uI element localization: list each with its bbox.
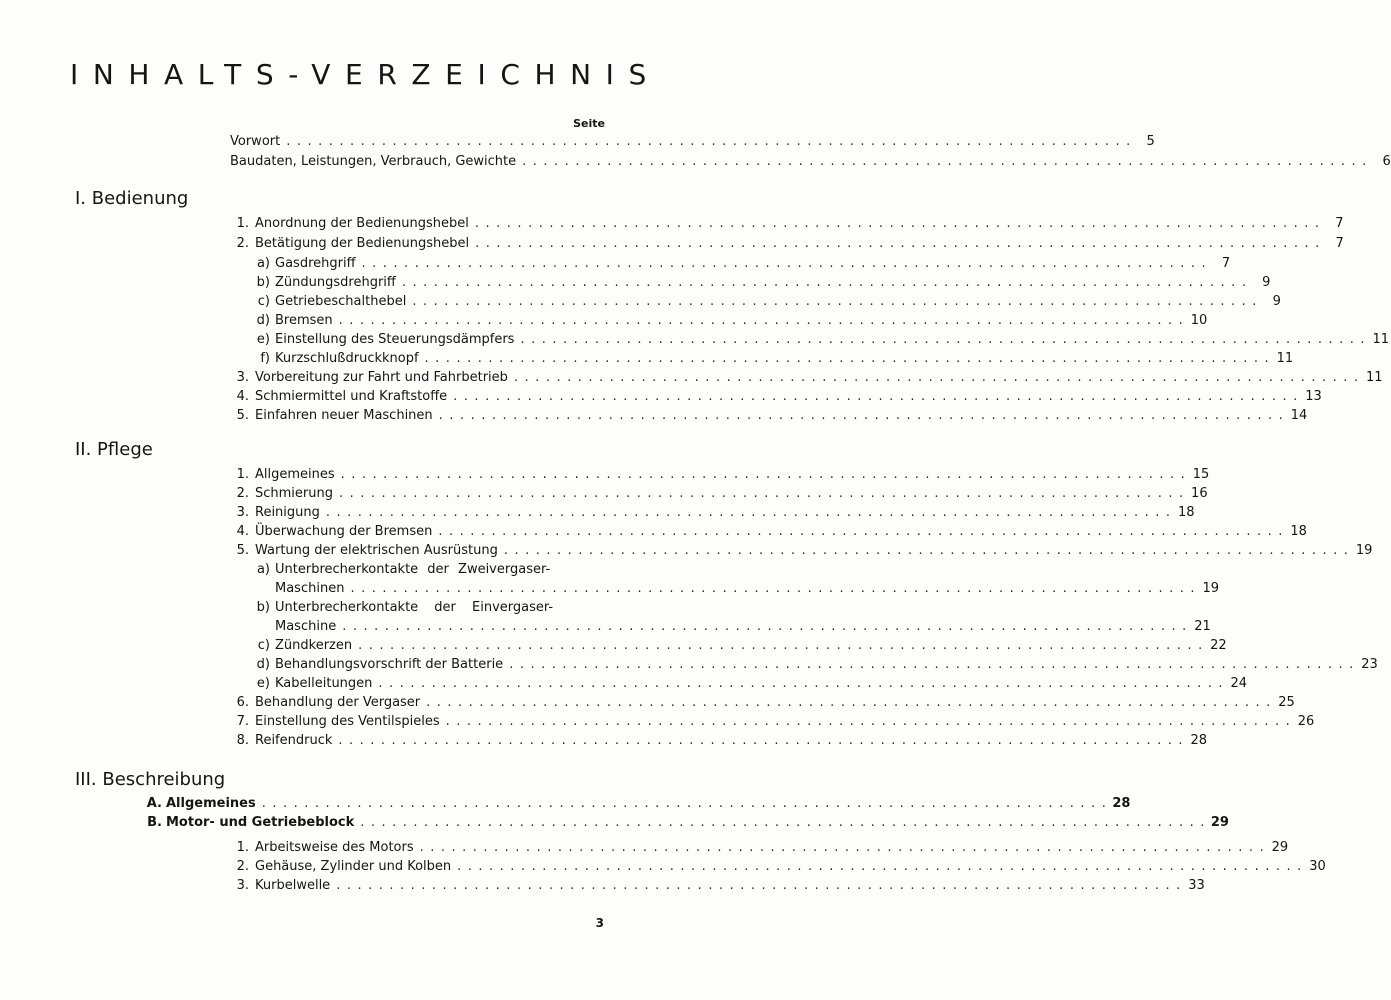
leader-dots: ................................................................................	[503, 543, 1355, 558]
entry-number: d)	[256, 657, 270, 672]
toc-entry-page: 30	[1309, 859, 1326, 874]
toc-entry-label: Behandlung der Vergaser	[255, 695, 421, 710]
toc-entry-label: Einfahren neuer Maschinen	[255, 408, 433, 423]
leader-dots: ................................................................................	[509, 657, 1360, 672]
toc-entry-label: Überwachung der Bremsen	[255, 524, 433, 539]
leader-dots: ................................................................................	[261, 796, 1113, 811]
leader-dots: ................................................................................	[286, 134, 1137, 149]
toc-entry	[230, 368, 1383, 388]
toc-entry-page: 9	[1272, 294, 1281, 309]
toc-entry-page: 18	[1177, 505, 1195, 520]
toc-entry-label: Zündkerzen	[275, 638, 353, 653]
leader-dots: ................................................................................	[453, 389, 1304, 404]
toc-entry-page: 15	[1192, 467, 1210, 482]
toc-entry-label: Reinigung	[255, 505, 320, 520]
entry-number: 3.	[236, 878, 249, 893]
entry-number: 6.	[236, 695, 249, 710]
toc-entry-label: Gehäuse, Zylinder und Kolben	[255, 859, 452, 874]
leader-dots: ................................................................................	[340, 467, 1192, 482]
leader-dots: ................................................................................	[445, 714, 1297, 729]
toc-entry-page: 9	[1262, 275, 1271, 290]
entry-number: 5.	[236, 543, 249, 558]
toc-entry-page: 11	[1276, 351, 1294, 366]
toc-entry-label: Betätigung der Bedienungshebel	[255, 236, 470, 251]
section-heading-pflege: II. Pflege	[75, 439, 153, 460]
entry-number: c)	[257, 294, 270, 309]
toc-entry	[230, 214, 1344, 234]
toc-entry	[251, 254, 1231, 274]
toc-entry-continuation	[275, 579, 1220, 599]
toc-entry-label: Bremsen	[275, 313, 333, 328]
section-heading-bedienung: I. Bedienung	[75, 188, 189, 209]
leader-dots: ................................................................................	[426, 695, 1277, 710]
toc-entry	[230, 503, 1195, 523]
toc-entry-page: 21	[1194, 619, 1211, 634]
leader-dots: ................................................................................	[438, 408, 1290, 423]
toc-entry-label: Vorwort	[230, 134, 281, 149]
toc-entry-label: Unterbrecherkontakte der Einvergaser-	[275, 600, 554, 615]
toc-entry	[251, 349, 1294, 369]
toc-entry	[230, 838, 1289, 858]
entry-number: 1.	[236, 840, 249, 855]
entry-number: 2.	[236, 486, 249, 501]
entry-number: 2.	[236, 859, 249, 874]
toc-entry-page: 10	[1190, 313, 1208, 328]
leader-dots: ................................................................................	[338, 313, 1190, 328]
toc-entry-label-continued: Maschinen	[275, 581, 345, 596]
toc-entry	[251, 330, 1390, 350]
entry-number: 2.	[236, 236, 249, 251]
toc-entry-label: Schmierung	[255, 486, 333, 501]
toc-entry	[251, 292, 1281, 312]
toc-entry-label: Baudaten, Leistungen, Verbrauch, Gewichte	[230, 154, 517, 169]
toc-entry-page: 7	[1221, 256, 1231, 271]
leader-dots: ................................................................................	[338, 733, 1189, 748]
toc-entry-page: 23	[1361, 657, 1378, 672]
toc-entry	[230, 876, 1205, 896]
toc-entry	[251, 598, 606, 618]
toc-entry-page: 22	[1210, 638, 1227, 653]
toc-entry-label: Kurbelwelle	[255, 878, 331, 893]
entry-number: 3.	[236, 505, 249, 520]
toc-entry-label: Allgemeines	[166, 796, 256, 811]
toc-entry-label: Gasdrehgriff	[275, 256, 356, 271]
page-column-label: Seite	[573, 117, 605, 130]
toc-entry-label: Unterbrecherkontakte der Zweivergaser-	[275, 562, 551, 577]
toc-entry	[230, 693, 1295, 713]
entry-number: 1.	[236, 216, 249, 231]
toc-entry-label: Kabelleitungen	[275, 676, 373, 691]
toc-entry-label: Motor- und Getriebeblock	[166, 815, 355, 830]
entry-number: 4.	[236, 389, 249, 404]
toc-entry-page: 7	[1335, 236, 1344, 251]
leader-dots: ................................................................................	[401, 275, 1253, 290]
toc-entry-page: 25	[1278, 695, 1295, 710]
toc-entry-page: 28	[1190, 733, 1207, 748]
toc-entry	[230, 484, 1208, 504]
toc-entry-label: Behandlungsvorschrift der Batterie	[275, 657, 504, 672]
toc-entry	[145, 813, 1229, 833]
entry-number: B.	[147, 815, 162, 830]
leader-dots: ................................................................................	[325, 505, 1177, 520]
leader-dots: ................................................................................	[424, 351, 1276, 366]
toc-entry	[251, 273, 1271, 293]
entry-number: c)	[257, 638, 270, 653]
entry-number: 7.	[236, 714, 249, 729]
toc-entry	[230, 541, 1373, 561]
leader-dots: ................................................................................	[361, 256, 1213, 271]
toc-entry	[251, 560, 606, 580]
toc-entry	[230, 387, 1322, 407]
toc-entry-page: 11	[1372, 332, 1390, 347]
toc-entry	[230, 234, 1344, 254]
toc-entry	[230, 857, 1326, 877]
toc-entry	[251, 655, 1378, 675]
leader-dots: ................................................................................	[339, 486, 1190, 501]
toc-entry	[251, 311, 1208, 331]
toc-entry	[145, 794, 1131, 814]
leader-dots: ................................................................................	[522, 154, 1373, 169]
leader-dots: ................................................................................	[438, 524, 1289, 539]
toc-entry-page: 29	[1210, 815, 1229, 830]
toc-entry	[230, 731, 1207, 751]
entry-number: 5.	[236, 408, 249, 423]
toc-entry-page: 13	[1305, 389, 1322, 404]
entry-number: 1.	[236, 467, 249, 482]
toc-entry-page: 26	[1297, 714, 1315, 729]
toc-entry	[230, 712, 1315, 732]
toc-entry-page: 28	[1112, 796, 1131, 811]
toc-entry-label: Zündungsdrehgriff	[275, 275, 396, 290]
toc-entry-page: 19	[1355, 543, 1373, 558]
toc-entry-page: 19	[1202, 581, 1220, 596]
toc-entry-label: Anordnung der Bedienungshebel	[255, 216, 469, 231]
entry-number: a)	[256, 256, 270, 271]
toc-entry-page: 29	[1271, 840, 1289, 855]
toc-entry-label: Kurzschlußdruckknopf	[275, 351, 419, 366]
toc-entry-label: Getriebeschalthebel	[275, 294, 407, 309]
entry-number: f)	[260, 351, 270, 366]
toc-entry	[230, 522, 1307, 542]
toc-entry-label: Schmiermittel und Kraftstoffe	[255, 389, 448, 404]
leader-dots: ................................................................................	[350, 581, 1202, 596]
section-heading-beschreibung: III. Beschreibung	[75, 769, 226, 790]
toc-entry-vorwort	[230, 132, 1155, 152]
leader-dots: ................................................................................	[360, 815, 1211, 830]
leader-dots: ................................................................................	[358, 638, 1209, 653]
toc-entry-label: Einstellung des Steuerungsdämpfers	[275, 332, 515, 347]
toc-entry	[251, 636, 1227, 656]
toc-entry	[251, 674, 1248, 694]
toc-entry-page: 11	[1365, 370, 1383, 385]
toc-entry-page: 5	[1146, 134, 1155, 149]
entry-number: 8.	[236, 733, 249, 748]
entry-number: e)	[256, 676, 270, 691]
entry-number: A.	[146, 796, 162, 811]
entry-number: a)	[256, 562, 270, 577]
toc-entry-page: 16	[1191, 486, 1208, 501]
page-number: 3	[595, 916, 604, 930]
toc-entry-label: Wartung der elektrischen Ausrüstung	[255, 543, 498, 558]
page-title: INHALTS-VERZEICHNIS	[70, 58, 661, 91]
entry-number: 4.	[236, 524, 249, 539]
leader-dots: ................................................................................	[475, 236, 1326, 251]
leader-dots: ................................................................................	[419, 840, 1271, 855]
leader-dots: ................................................................................	[342, 619, 1193, 634]
leader-dots: ................................................................................	[336, 878, 1187, 893]
toc-entry-continuation	[275, 617, 1211, 637]
leader-dots: ................................................................................	[513, 370, 1365, 385]
toc-entry-page: 33	[1188, 878, 1205, 893]
leader-dots: ................................................................................	[378, 676, 1230, 691]
toc-entry-page: 7	[1335, 216, 1344, 231]
toc-entry	[230, 406, 1308, 426]
toc-entry-label: Einstellung des Ventilspieles	[255, 714, 440, 729]
toc-entry-page: 14	[1290, 408, 1308, 423]
entry-number: b)	[256, 600, 270, 615]
entry-number: 3.	[236, 370, 249, 385]
entry-number: e)	[256, 332, 270, 347]
toc-entry-baudaten	[230, 152, 1391, 172]
leader-dots: ................................................................................	[520, 332, 1372, 347]
toc-entry-label-continued: Maschine	[275, 619, 337, 634]
toc-entry-label: Arbeitsweise des Motors	[255, 840, 414, 855]
leader-dots: ................................................................................	[412, 294, 1263, 309]
entry-number: d)	[256, 313, 270, 328]
toc-entry-page: 18	[1290, 524, 1307, 539]
leader-dots: ................................................................................	[474, 216, 1326, 231]
toc-entry-label: Allgemeines	[255, 467, 335, 482]
toc-entry	[230, 465, 1210, 485]
toc-entry-page: 24	[1230, 676, 1248, 691]
toc-entry-page: 6	[1382, 154, 1391, 169]
entry-number: b)	[256, 275, 270, 290]
toc-entry-label: Reifendruck	[255, 733, 333, 748]
toc-entry-label: Vorbereitung zur Fahrt und Fahrbetrieb	[255, 370, 508, 385]
leader-dots: ................................................................................	[457, 859, 1308, 874]
